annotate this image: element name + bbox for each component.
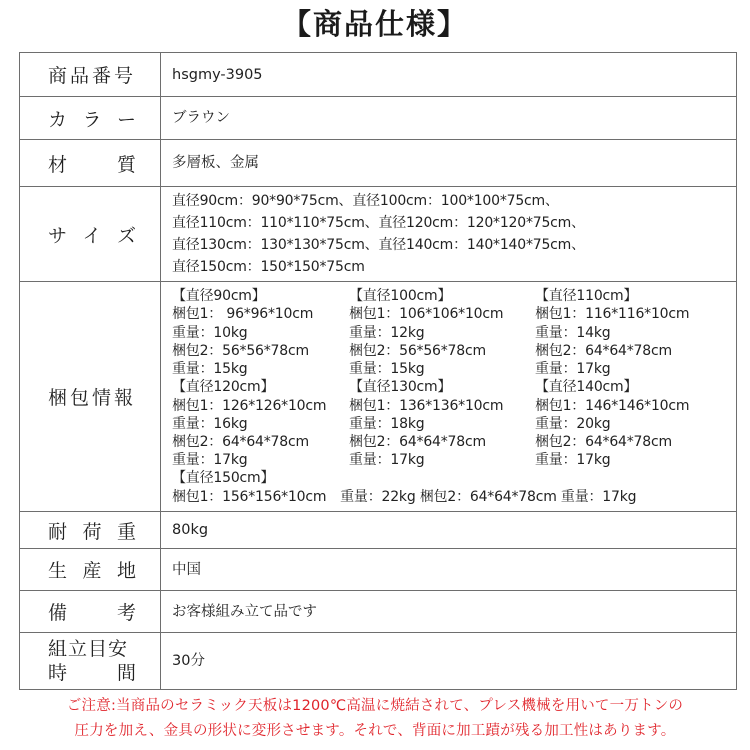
value-color: ブラウン — [161, 97, 737, 140]
packing-group-150: 【直径150cm】 梱包1：156*156*10cm 重量：22kg 梱包2：64*64*78cm 重量：17kg — [172, 470, 637, 505]
value-assembly: 30分 — [161, 633, 737, 690]
size-line: 直径130cm：130*130*75cm、直径140cm：140*140*75cm、 — [172, 237, 585, 253]
packing-group-120: 【直径120cm】 梱包1：126*126*10cm 重量：16kg 梱包2：64*64*78cm 重量：17kg — [172, 379, 327, 469]
packing-group-90: 【直径90cm】 梱包1： 96*96*10cm 重量：10kg 梱包2：56*56*78cm 重量：15kg — [172, 288, 314, 378]
notice-line-2: 圧力を加え、金具の形状に変形させます。それで、背面に加工蹟が残る加工性はあります。 — [74, 723, 676, 739]
label-size — [20, 187, 161, 282]
packing-group-100: 【直径100cm】 梱包1：106*106*10cm 重量：12kg 梱包2：56*56*78cm 重量：15kg — [349, 288, 504, 378]
size-line: 直径110cm：110*110*75cm、直径120cm：120*120*75cm、 — [172, 215, 585, 231]
label-material-text: 材 質 — [48, 153, 136, 176]
packing-grid — [172, 287, 736, 469]
row-load — [20, 512, 737, 549]
packing-group-130: 【直径130cm】 梱包1：136*136*10cm 重量：18kg 梱包2：64*64*78cm 重量：17kg — [349, 379, 504, 469]
label-packing — [20, 282, 161, 512]
label-color — [20, 97, 161, 140]
label-assembly — [20, 633, 161, 690]
value-item-number: hsgmy-3905 — [161, 53, 737, 97]
label-item-number — [20, 53, 161, 97]
label-packing-text: 梱包情報 — [48, 387, 137, 409]
label-item-number-text: 商品番号 — [48, 65, 137, 87]
notice-line-1: ご注意:当商品のセラミック天板は1200℃高温に焼結されて、プレス機械を用いて一万トンの — [66, 698, 684, 714]
label-remarks — [20, 591, 161, 633]
row-color — [20, 97, 737, 140]
size-line: 直径150cm：150*150*75cm — [172, 259, 365, 275]
packing-group-140: 【直径140cm】 梱包1：146*146*10cm 重量：20kg 梱包2：64*64*78cm 重量：17kg — [535, 379, 690, 469]
row-packing — [20, 282, 737, 512]
value-packing — [161, 282, 737, 512]
row-origin — [20, 549, 737, 591]
packing-group-110: 【直径110cm】 梱包1：116*116*10cm 重量：14kg 梱包2：64*64*78cm 重量：17kg — [535, 288, 690, 378]
label-origin-text: 生 産 地 — [48, 560, 136, 582]
label-size-text: サ イ ズ — [48, 224, 136, 247]
label-origin — [20, 549, 161, 591]
row-assembly — [20, 633, 737, 690]
label-material — [20, 140, 161, 187]
label-color-text: カ ラ ー — [48, 108, 136, 131]
value-load: 80kg — [161, 512, 737, 549]
row-remarks — [20, 591, 737, 633]
value-origin: 中国 — [161, 549, 737, 591]
spec-table — [19, 52, 737, 690]
row-size — [20, 187, 737, 282]
value-material: 多層板、金属 — [161, 140, 737, 187]
size-line: 直径90cm：90*90*75cm、直径100cm：100*100*75cm、 — [172, 193, 559, 209]
label-load-text: 耐 荷 重 — [48, 520, 136, 543]
label-load — [20, 512, 161, 549]
value-remarks: お客様組み立て品です — [161, 591, 737, 633]
notice-text — [0, 694, 750, 744]
page-title: 【商品仕様】 — [281, 7, 468, 41]
label-remarks-text: 備 考 — [48, 602, 136, 624]
row-material — [20, 140, 737, 187]
row-item-number — [20, 53, 737, 97]
label-assembly-text: 組立目安 時 間 — [48, 638, 136, 684]
value-size — [161, 187, 737, 282]
